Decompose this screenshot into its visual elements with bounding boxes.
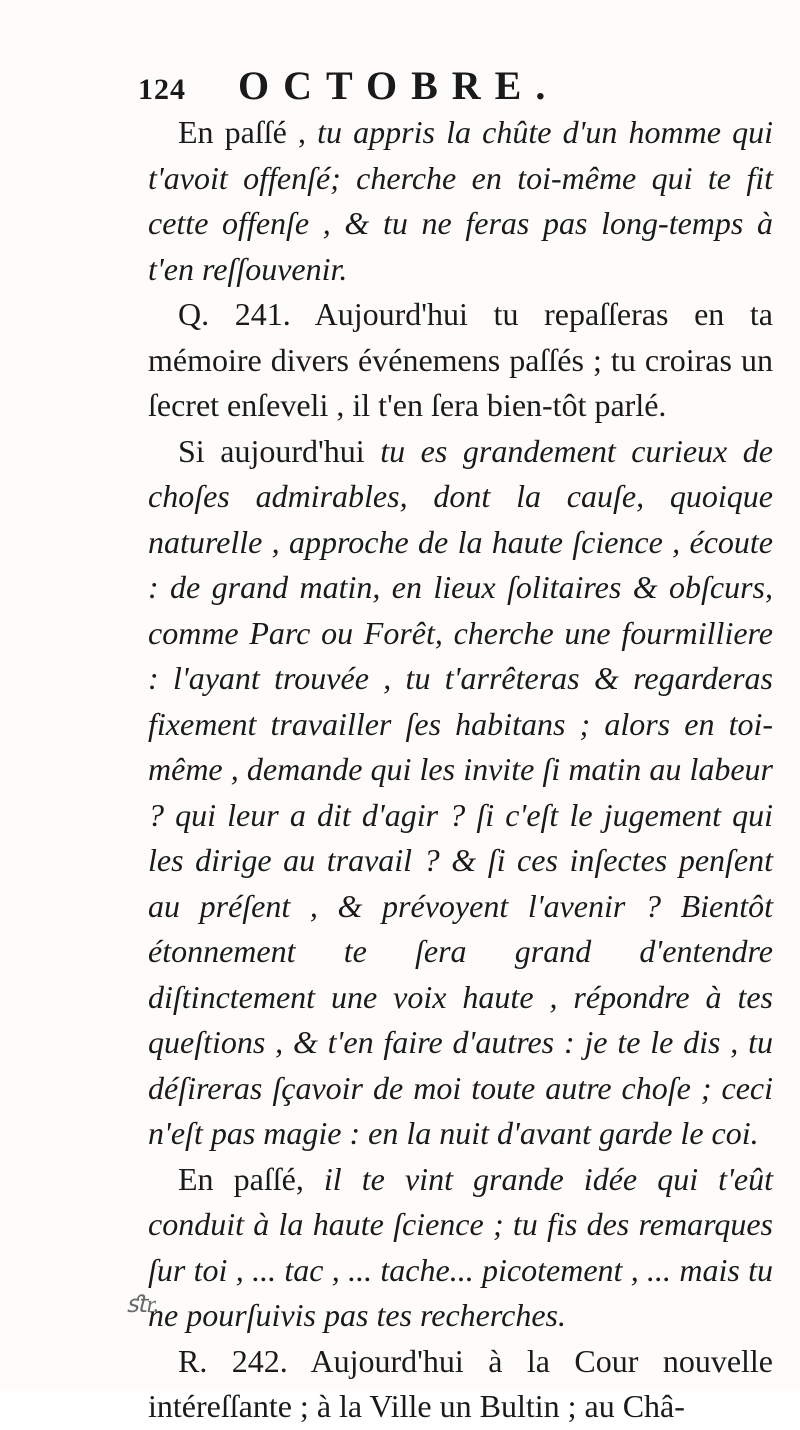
- paragraph-en-passe-2: [148, 1157, 773, 1339]
- paragraph-lead: R. 242. Aujourd'hui à la Cour nouvelle intéreſſante ; à la Ville un Bultin ; au Châ-: [148, 1342, 773, 1424]
- paragraph-lead: Si aujourd'hui: [178, 432, 365, 469]
- paragraph-text: tu appris la chûte d'un homme qui t'avoit offenſé; cherche en toi-même qui te fit cette offenſe , & tu ne feras pas long-temps à t'en reſſouvenir.: [148, 114, 774, 287]
- paragraph-text: il te vint grande idée qui t'eût conduit à la haute ſcience ; tu fis des remarques ſur toi , ... tac , ... tache... picotement , ... mais tu ne pourſuivis pas tes recherches.: [148, 1160, 774, 1333]
- body-text: [148, 110, 773, 1430]
- paragraph-lead: En paſſé ,: [178, 114, 307, 150]
- paragraph-lead: En paſſé,: [178, 1160, 304, 1197]
- page-number: 124: [138, 73, 186, 106]
- paragraph-si-aujourdhui: [148, 429, 773, 1157]
- paragraph-q-241: [148, 292, 773, 429]
- paragraph-text: tu es grandement curieux de choſes admirables, dont la cauſe, quoique naturelle , approche de la haute ſcience , écoute : de grand matin, en lieux ſolitaires & obſcurs, comme Parc ou Forêt, cherche une fourmilliere : l'ayant trouvée , tu t'arrêteras & regarderas fixement travailler ſes habitans ; alors en toi-même , demande qui les invite ſi matin au labeur ? qui leur a dit d'agir ? ſi c'eſt le jugement qui les dirige au travail ? & ſi ces inſectes penſent au préſent , & prévoyent l'avenir ? Bientôt étonnement te ſera grand d'entendre diſtinctement une voix haute , répondre à tes queſtions , & t'en faire d'autres : je te le dis , tu déſireras ſçavoir de moi toute autre choſe ; ceci n'eſt pas magie : en la nuit d'avant garde le coi.: [148, 432, 774, 1151]
- margin-note: ﬆr.: [126, 1292, 160, 1318]
- paragraph-lead: Q. 241. Aujourd'hui tu repaſſeras en ta mémoire divers événemens paſſés ; tu croiras un ſecret enſeveli , il t'en ſera bien-tôt parlé.: [148, 296, 773, 423]
- paragraph-r-242: [148, 1339, 773, 1430]
- page-header: [138, 62, 658, 112]
- running-head: OCTOBRE.: [238, 63, 560, 108]
- paragraph-en-passe-1: [148, 110, 773, 292]
